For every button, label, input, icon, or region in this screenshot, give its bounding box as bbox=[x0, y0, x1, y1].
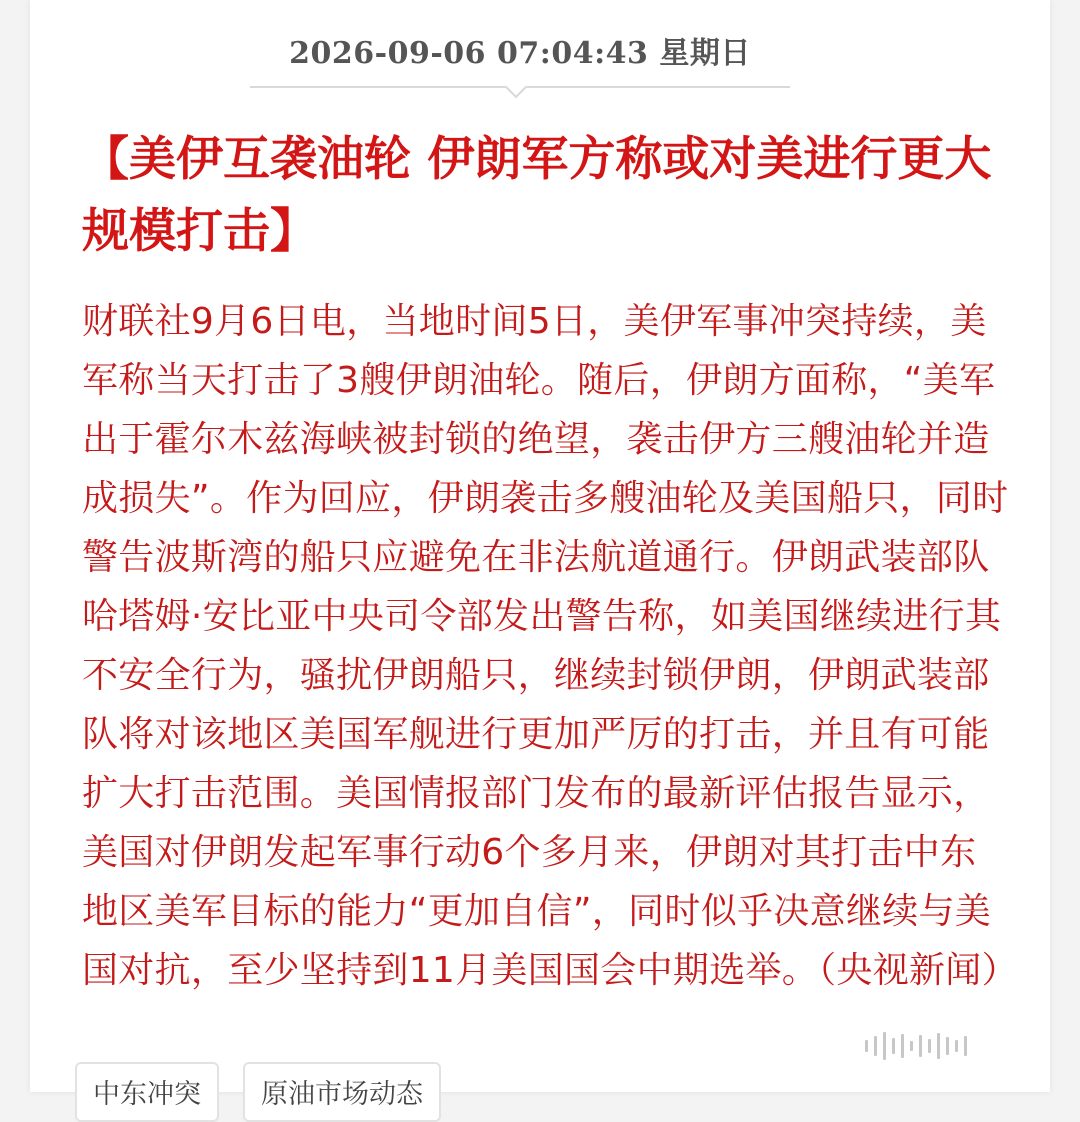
date-divider-notch bbox=[505, 76, 528, 99]
date-header bbox=[250, 22, 790, 100]
article-headline: 【美伊互袭油轮 伊朗军方称或对美进行更大规模打击】 bbox=[82, 132, 992, 259]
tag-middle-east-conflict[interactable]: 中东冲突 bbox=[75, 1062, 219, 1122]
article-body: 财联社9月6日电，当地时间5日，美伊军事冲突持续，美军称当天打击了3艘伊朗油轮。随后，伊朗方面称，“美军出于霍尔木兹海峡被封锁的绝望，袭击伊方三艘油轮并造成损失”。作为回应，伊朗袭击多艘油轮及美国船只，同时警告波斯湾的船只应避免在非法航道通行。伊朗武装部队哈塔姆·安比亚中央司令部发出警告称，如美国继续进行其不安全行为，骚扰伊朗船只，继续封锁伊朗，伊朗武装部队将对该地区美国军舰进行更加严厉的打击，并且有可能扩大打击范围。美国情报部门发布的最新评估报告显示，美国对伊朗发起军事行动6个多月来，伊朗对其打击中东地区美军目标的能力“更加自信”，同时似乎决意继续与美国对抗，至少坚持到11月美国国会中期选举。（央视新闻） bbox=[82, 301, 1018, 991]
tag-oil-market[interactable]: 原油市场动态 bbox=[243, 1062, 441, 1122]
article-card bbox=[30, 0, 1050, 1110]
tag-list bbox=[75, 1062, 441, 1122]
watermark-logo bbox=[865, 1026, 1065, 1066]
article-datetime: 2026-09-06 07:04:43 星期日 bbox=[289, 36, 751, 71]
